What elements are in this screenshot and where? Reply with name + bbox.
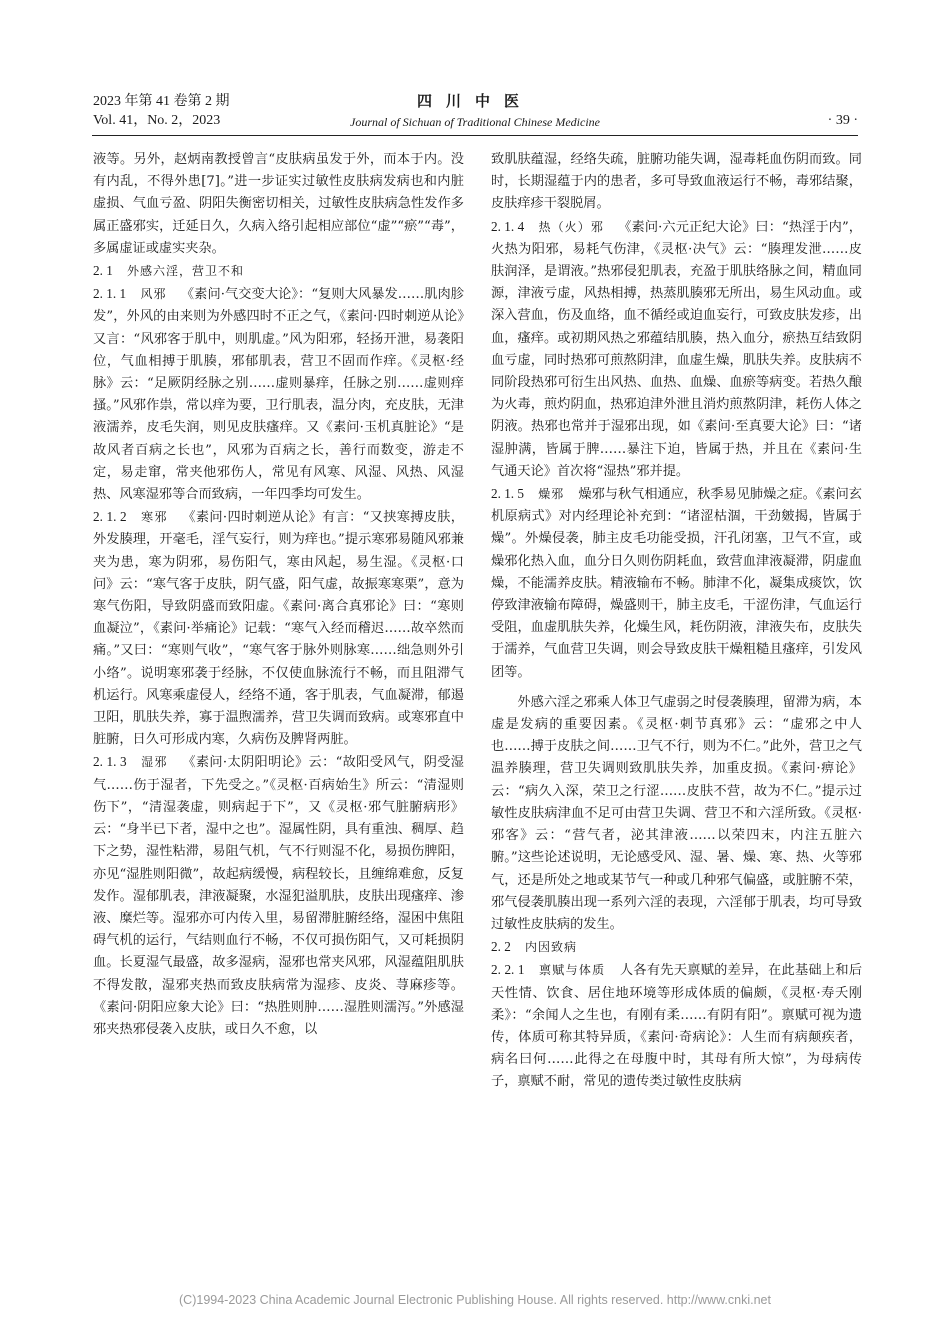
issue-en: Vol. 41，No. 2，2023 <box>93 113 221 128</box>
copyright-footer: (C)1994-2023 China Academic Journal Electronic Publishing House. All rights reserved. http://www.cnki.net <box>179 1293 771 1307</box>
section-text: 《素问·四时刺逆从论》有言：“又挟寒搏皮肤，外发腠理，开毫毛，淫气妄行，则为痒也。”提示寒邪易随风邪兼夹为患，寒为阴邪，易伤阳气，寒由风起，易生湿。《灵枢·口问》云：“寒气客于皮肤，阴气盛，阳气虚，故振寒寒栗”，意为寒气伤阳，导致阴盛而致阳虚。《素问·离合真邪论》曰：“寒则血凝泣”，《素问·举痛论》记载：“寒气入经而稽迟……故卒然而痛。”又曰：“寒则气收”，“寒气客于脉外则脉寒……绌急则外引小络”。说明寒邪袭于经脉，不仅使血脉流行不畅，而且阻滞气机运行。风寒乘虚侵人，经络不通，客于肌表，气血凝滞，郁遏卫阳，肌肤失养，寡于温煦濡养，营卫失调而致病。或寒邪直中脏腑，日久可形成内寒，久病伤及脾肾两脏。 <box>93 510 464 748</box>
section-title: 热（火）邪 <box>538 219 604 234</box>
section-number: 2. 1. 4 <box>491 218 525 234</box>
section-number: 2. 1. 5 <box>491 486 524 502</box>
section-2-1-3 <box>93 751 464 1041</box>
section-text: 燥邪与秋气相通应，秋季易见肺燥之症。《素问玄机原病式》对内经理论补充到：“诸涩枯涸，干劲皴揭，皆属于燥”。外燥侵袭，肺主皮毛功能受损，汗孔闭塞，卫气不宣，或燥邪化热入血，血分日久则伤阴耗血，致营血津液凝滞，阴虚血燥，不能濡养皮肤。精液输布不畅。肺津不化，凝集成痰饮，饮停致津液输布障碍，燥盛则干，肺主皮毛，干涩伤津，气血运行受阻，血虚肌肤失养，化燥生风，耗伤阴液，津液失布，皮肤失于濡养，气血营卫失调，则会导致皮肤干燥粗糙且瘙痒，引发风团等。 <box>491 487 862 680</box>
journal-title-en: Journal of Sichuan of Traditional Chinese Medicine <box>350 115 600 129</box>
section-title: 内因致病 <box>524 940 577 955</box>
issue-cn: 2023 年第 41 卷第 2 期 <box>93 94 230 109</box>
section-2-1-2 <box>93 506 464 751</box>
section-text: 《素问·六元正纪大论》曰：“热淫于内”，火热为阳邪，易耗气伤津，《灵枢·决气》云：“腠理发泄……皮肤润泽，是谓液。”热邪侵犯肌表，充盈于肌肤络脉之间，精血同源，津液亏虚，风热相搏，热蒸肌腠邪无所出，易生风动血。或深入营血，伤及血络，血不循经或迫血妄行，可致皮肤发疹，出血，瘙痒。或初期风热之邪蕴结肌腠，热入血分，瘀热互结致阴血亏虚，同时热邪可煎熬阴津，血虚生燥，肌肤失养。皮肤病不同阶段热邪可衍生出风热、血热、血燥、血瘀等病变。若热久酿为火毒，煎灼阴血，热邪迫津外泄且消灼煎熬阴津，耗伤人体之阴液。热邪也常并于湿邪出现，如《素问·至真要大论》曰：“诸湿肿满，皆属于脾……暴注下迫，皆属于热，并且在《素问·生气通天论》首次将“湿热”邪并提。 <box>491 219 862 479</box>
section-title: 湿邪 <box>141 755 168 770</box>
section-number: 2. 1 <box>93 263 113 279</box>
section-2-2-heading <box>491 936 862 959</box>
summary-paragraph: 外感六淫之邪乘人体卫气虚弱之时侵袭腠理，留滞为病，本虚是发病的重要因素。《灵枢·刺节真邪》云：“虚邪之中人也……搏于皮肤之间……卫气不行，则为不仁。”此外，营卫之气温养腠理，营卫失调则致肌肤失养，加重皮损。《素问·痹论》云：“病久入深，荣卫之行涩……皮肤不营，故为不仁。”提示过敏性皮肤病津血不足可由营卫失调、营卫不和六淫所致。《灵枢·邪客》云：“营气者，泌其津液……以荣四末，内注五脏六腑。”这些论述说明，无论感受风、湿、暑、燥、寒、热、火等邪气，还是所处之地或某节气一种或几种邪气偏盛，或脏腑不荣，邪气侵袭肌腠出现一系列六淫的表现，六淫郁于肌表，均可导致过敏性皮肤病的发生。 <box>491 694 862 932</box>
section-text: 《素问·气交变大论》：“复则大风暴发……肌肉胗发”，外风的由来则为外感四时不正之气，《素问·四时刺逆从论》又言：“风邪客于肌中，则肌虚。”风为阳邪，轻扬开泄，易袭阳位，气血相搏于肌腠，邪郁肌表，营卫不固而作痒。《灵枢·经脉》云：“足厥阴经脉之别……虚则暴痒，任脉之别……虚则痒搔。”风邪作祟，常以痒为要，卫行肌表，温分肉，充皮肤，无津液濡养，皮毛失润，则见皮肤瘙痒。又《素问·玉机真脏论》“是故风者百病之长也”，风邪为百病之长，善行而数变，游走不定，易走窜，常夹他邪伤人，常见有风寒、风湿、风热、风湿热、风寒湿邪等合而致病，一年四季均可发生。 <box>93 287 464 503</box>
section-number: 2. 2. 1 <box>491 962 525 978</box>
section-number: 2. 2 <box>491 939 511 955</box>
section-title: 风邪 <box>140 287 167 302</box>
section-2-1-heading <box>93 260 464 283</box>
section-number: 2. 1. 2 <box>93 509 127 525</box>
continuation-paragraph: 致肌肤蕴湿，经络失疏，脏腑功能失调，湿毒耗血伤阴而致。同时，长期湿蕴于内的患者，多可导致血液运行不畅，毒邪结聚，皮肤痒疹干裂脱屑。 <box>491 152 862 212</box>
intro-paragraph: 液等。另外，赵炳南教授曾言“皮肤病虽发于外，而本于内。没有内乱，不得外患[7]。”进一步证实过敏性皮肤病发病也和内脏虚损、气血亏盈、阴阳失衡密切相关，过敏性皮肤病急性发作多属正盛邪实，迁延日久，久病入络引起相应部位“虚”“瘀”“毒”，多属虚证或虚实夹杂。 <box>93 152 464 256</box>
section-title: 燥邪 <box>538 487 565 502</box>
section-2-1-4 <box>491 216 862 483</box>
section-2-1-1 <box>93 283 464 506</box>
section-2-2-1 <box>491 959 862 1093</box>
header-divider <box>92 135 858 136</box>
journal-title-cn: 四川中医 <box>416 92 533 110</box>
page-number: · 39 · <box>827 113 858 128</box>
section-number: 2. 1. 1 <box>93 286 127 302</box>
section-text: 人各有先天禀赋的差异，在此基础上和后天性情、饮食、居住地环境等形成体质的偏颇，《灵枢·寿夭刚柔》：“余闻人之生也，有刚有柔……有阴有阳”。禀赋可视为遗传，体质可称其特异质，《素问·奇病论》：人生而有病颠疾者，病名曰何……此得之在母腹中时，其母有所大惊”，为母病传子，禀赋不耐，常见的遗传类过敏性皮肤病 <box>491 963 863 1090</box>
section-title: 禀赋与体质 <box>539 963 606 978</box>
left-column <box>93 149 464 1041</box>
section-title: 寒邪 <box>141 510 168 525</box>
section-number: 2. 1. 3 <box>93 754 127 770</box>
journal-title-block <box>0 92 950 131</box>
section-text: 《素问·太阴阳明论》云：“故阳受风气，阴受湿气……伤于湿者，下先受之。”《灵枢·百病始生》所云：“清湿则伤下”，“清湿袭虚，则病起于下”，又《灵枢·邪气脏腑病形》云：“身半已下者，湿中之也”。湿属性阴，具有重浊、稠厚、趋下之势，湿性粘滞，易阻气机，气不行则湿不化，易损伤脾阳，亦见“湿胜则阳微”，故起病缓慢，病程较长，且缠绵难愈，反复发作。湿郁肌表，津液凝聚，水湿犯溢肌肤，皮肤出现瘙痒、渗液、糜烂等。湿邪亦可内传入里，易留滞脏腑经络，湿困中焦阻碍气机的运行，气结则血行不畅，不仅可损伤阳气，又可耗损阴血。长夏湿气最盛，故多湿病，湿邪也常夹风邪，风湿蕴阻肌肤不得发散，湿邪夹热而致皮肤病常为湿疹、皮炎、荨麻疹等。《素问·阴阳应象大论》曰：“热胜则肿……湿胜则濡泻。”外感湿邪夹热邪侵袭入皮肤，或日久不愈，以 <box>93 755 464 1037</box>
section-title: 外感六淫，营卫不和 <box>126 264 244 279</box>
right-column <box>491 149 862 1094</box>
section-2-1-5 <box>491 483 862 684</box>
